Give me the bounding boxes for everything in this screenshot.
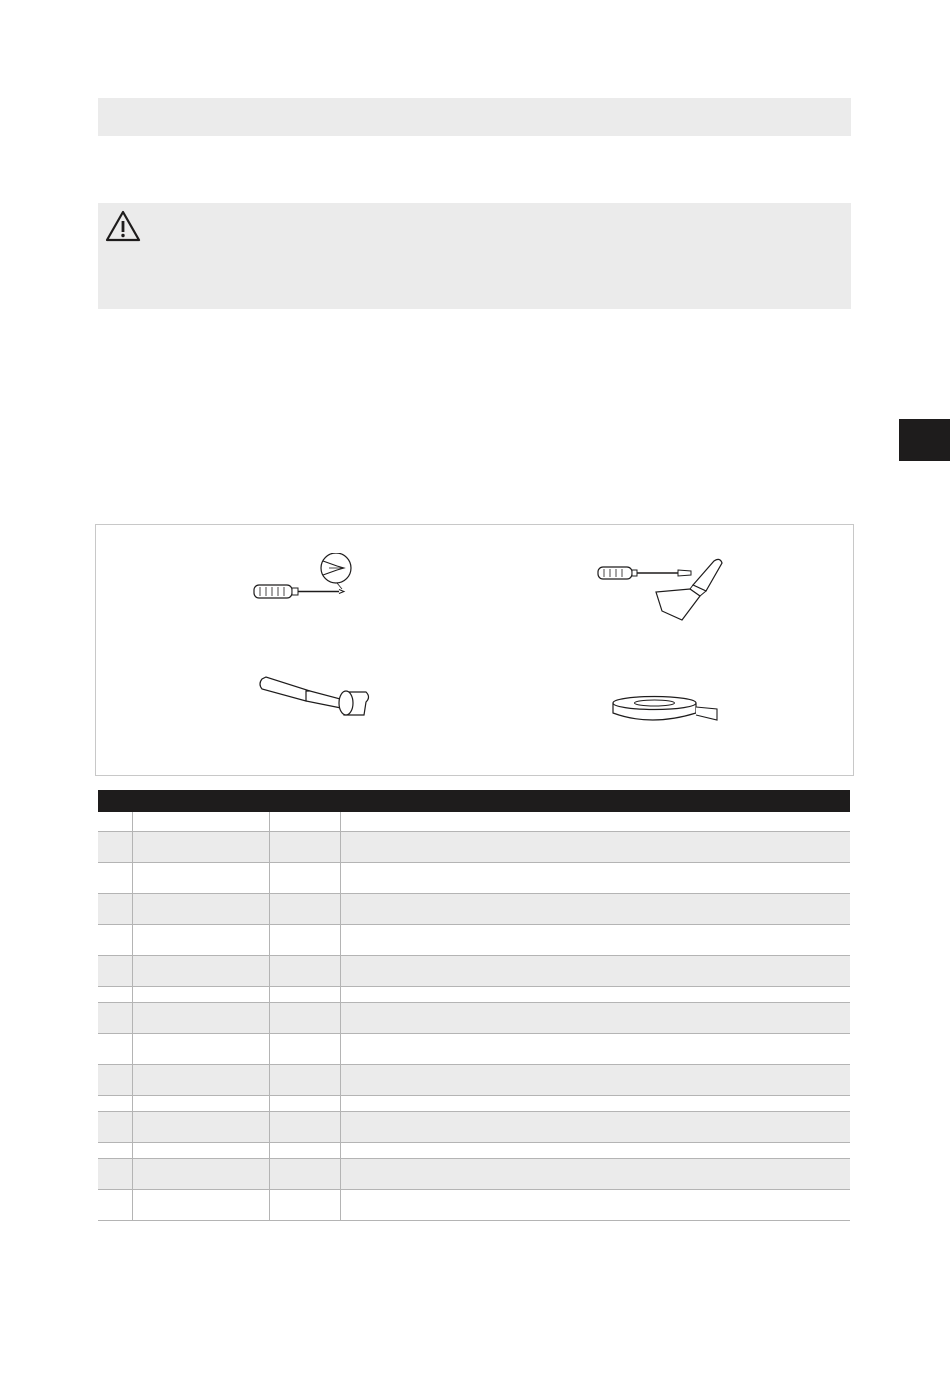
tape-roll-icon bbox=[611, 695, 721, 723]
table-cell-col-2 bbox=[132, 894, 270, 924]
table-cell-col-2 bbox=[132, 863, 270, 893]
parts-table bbox=[98, 790, 850, 1221]
header-band bbox=[98, 98, 851, 136]
table-cell-col-3 bbox=[269, 812, 341, 831]
table-cell-col-3 bbox=[269, 987, 341, 1002]
table-cell-col-1 bbox=[98, 1034, 133, 1064]
table-cell-col-1 bbox=[98, 1159, 133, 1189]
table-row bbox=[98, 987, 850, 1003]
table-row bbox=[98, 925, 850, 956]
table-cell-col-2 bbox=[132, 1143, 270, 1158]
table-row bbox=[98, 1112, 850, 1143]
table-cell-col-4 bbox=[340, 1112, 850, 1142]
table-cell-col-2 bbox=[132, 812, 270, 831]
table-cell-col-1 bbox=[98, 1065, 133, 1095]
section-tab bbox=[899, 419, 950, 461]
table-cell-col-1 bbox=[98, 1190, 133, 1220]
rubber-mallet-icon bbox=[256, 667, 374, 722]
table-cell-col-1 bbox=[98, 832, 133, 862]
table-header bbox=[98, 790, 850, 812]
table-cell-col-2 bbox=[132, 987, 270, 1002]
table-cell-col-4 bbox=[340, 832, 850, 862]
table-cell-col-2 bbox=[132, 956, 270, 986]
table-cell-col-3 bbox=[269, 1190, 341, 1220]
table-cell-col-4 bbox=[340, 987, 850, 1002]
table-cell-col-4 bbox=[340, 812, 850, 831]
table-cell-col-1 bbox=[98, 863, 133, 893]
table-cell-col-3 bbox=[269, 894, 341, 924]
table-cell-col-1 bbox=[98, 987, 133, 1002]
tools-panel bbox=[95, 524, 854, 776]
table-cell-col-4 bbox=[340, 925, 850, 955]
table-cell-col-4 bbox=[340, 1065, 850, 1095]
table-cell-col-1 bbox=[98, 956, 133, 986]
table-row bbox=[98, 1159, 850, 1190]
table-row bbox=[98, 1003, 850, 1034]
table-row bbox=[98, 812, 850, 832]
table-cell-col-2 bbox=[132, 832, 270, 862]
warning-box bbox=[98, 203, 851, 309]
table-cell-col-3 bbox=[269, 1003, 341, 1033]
table-cell-col-4 bbox=[340, 863, 850, 893]
flat-screwdriver-and-scraper-icon bbox=[596, 555, 726, 623]
table-cell-col-1 bbox=[98, 894, 133, 924]
table-cell-col-2 bbox=[132, 925, 270, 955]
table-cell-col-3 bbox=[269, 1034, 341, 1064]
table-cell-col-4 bbox=[340, 1003, 850, 1033]
table-cell-col-3 bbox=[269, 1143, 341, 1158]
table-cell-col-4 bbox=[340, 1159, 850, 1189]
table-row bbox=[98, 894, 850, 925]
table-cell-col-2 bbox=[132, 1159, 270, 1189]
table-cell-col-1 bbox=[98, 1003, 133, 1033]
table-row bbox=[98, 1065, 850, 1096]
table-row bbox=[98, 863, 850, 894]
table-cell-col-1 bbox=[98, 812, 133, 831]
table-cell-col-4 bbox=[340, 956, 850, 986]
table-cell-col-4 bbox=[340, 1190, 850, 1220]
table-cell-col-2 bbox=[132, 1065, 270, 1095]
table-cell-col-2 bbox=[132, 1003, 270, 1033]
phillips-screwdriver-icon bbox=[251, 553, 361, 608]
table-cell-col-4 bbox=[340, 1034, 850, 1064]
table-row bbox=[98, 1034, 850, 1065]
table-cell-col-2 bbox=[132, 1096, 270, 1111]
table-cell-col-3 bbox=[269, 956, 341, 986]
table-cell-col-1 bbox=[98, 1112, 133, 1142]
table-cell-col-3 bbox=[269, 1159, 341, 1189]
table-row bbox=[98, 1096, 850, 1112]
table-row bbox=[98, 832, 850, 863]
table-cell-col-3 bbox=[269, 925, 341, 955]
table-cell-col-2 bbox=[132, 1112, 270, 1142]
table-cell-col-3 bbox=[269, 1096, 341, 1111]
table-cell-col-3 bbox=[269, 1112, 341, 1142]
table-cell-col-2 bbox=[132, 1190, 270, 1220]
table-cell-col-4 bbox=[340, 1143, 850, 1158]
table-cell-col-4 bbox=[340, 1096, 850, 1111]
table-cell-col-1 bbox=[98, 1096, 133, 1111]
table-cell-col-3 bbox=[269, 863, 341, 893]
table-cell-col-3 bbox=[269, 1065, 341, 1095]
table-row bbox=[98, 956, 850, 987]
table-cell-col-3 bbox=[269, 832, 341, 862]
table-cell-col-1 bbox=[98, 925, 133, 955]
table-row bbox=[98, 1190, 850, 1221]
table-cell-col-1 bbox=[98, 1143, 133, 1158]
table-cell-col-4 bbox=[340, 894, 850, 924]
table-row bbox=[98, 1143, 850, 1159]
table-cell-col-2 bbox=[132, 1034, 270, 1064]
warning-triangle-icon bbox=[105, 209, 141, 243]
